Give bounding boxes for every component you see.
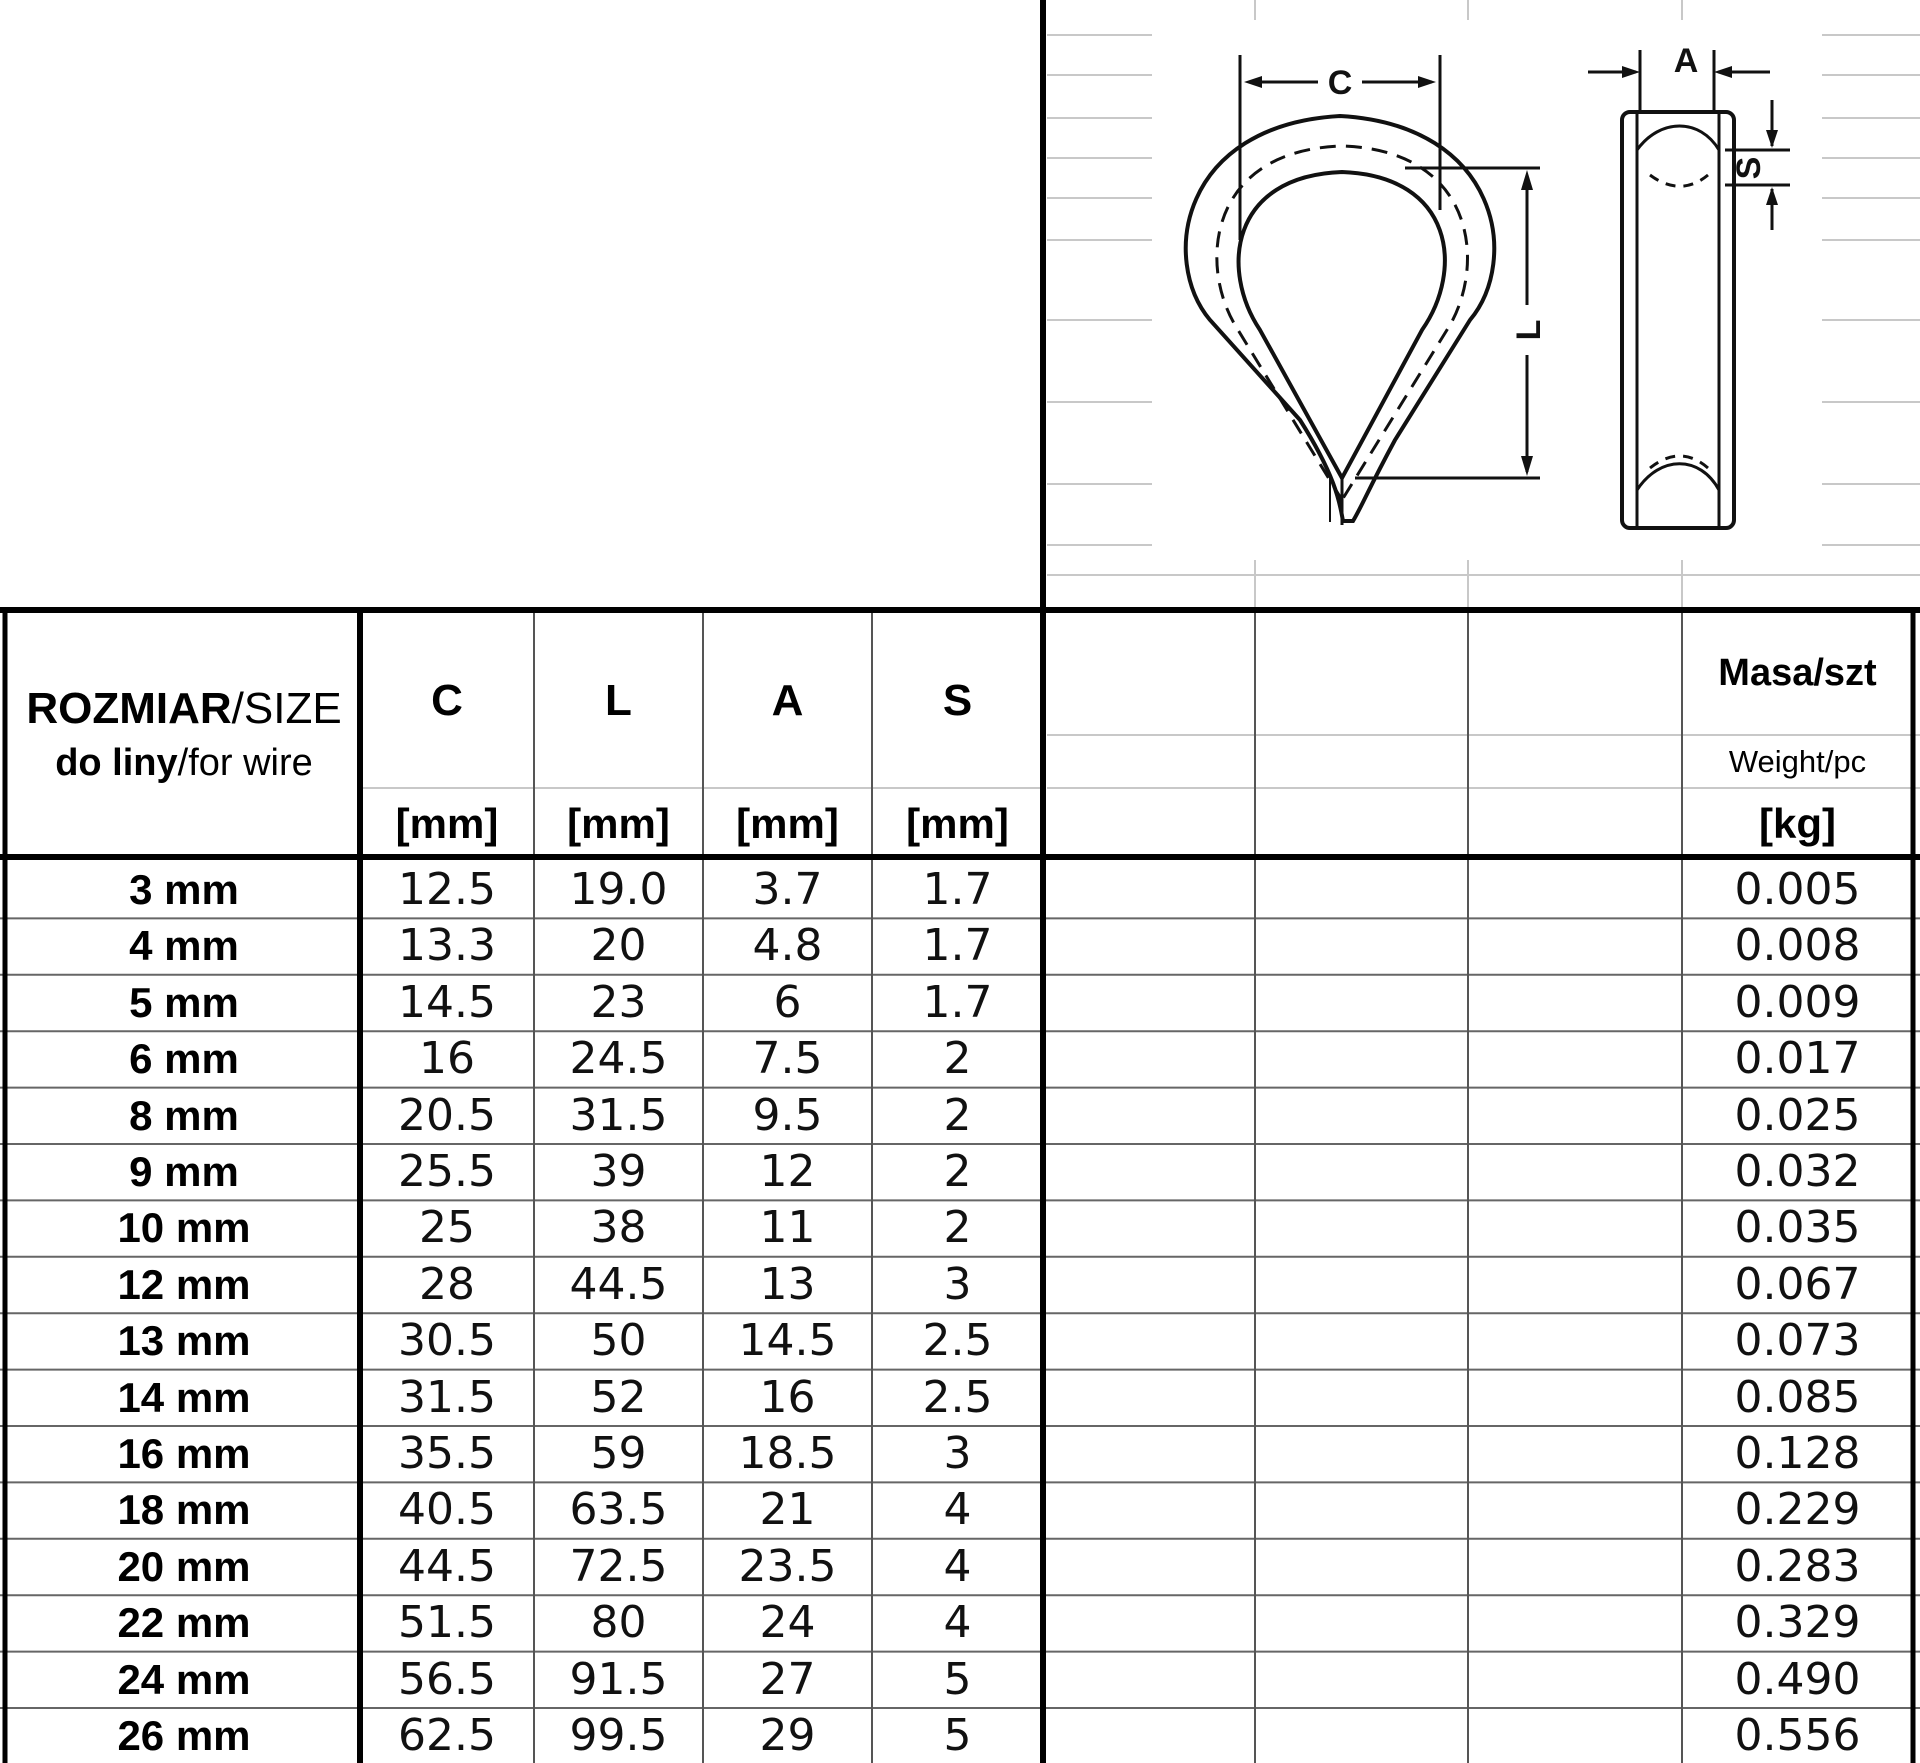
cell-size: 10 mm	[117, 1204, 251, 1252]
cell-c: 13.3	[398, 920, 496, 972]
cell-a: 24	[759, 1597, 816, 1649]
cell-a: 16	[759, 1371, 816, 1423]
cell-s: 2	[943, 1033, 972, 1085]
cell-l: 31.5	[569, 1089, 668, 1141]
cell-s: 2.5	[922, 1371, 993, 1423]
cell-l: 59	[590, 1428, 647, 1479]
cell-mass: 0.005	[1734, 864, 1861, 915]
dim-label-c: C	[1327, 64, 1353, 102]
wire-label-rest: /for wire	[177, 742, 313, 784]
cell-a: 27	[759, 1653, 816, 1705]
cell-size: 5 mm	[129, 978, 239, 1026]
cell-l: 20	[590, 920, 647, 972]
cell-l: 99.5	[569, 1710, 668, 1761]
cell-a: 11	[759, 1202, 816, 1254]
wire-label-bold: do liny	[55, 742, 178, 784]
cell-a: 21	[759, 1484, 816, 1536]
cell-mass: 0.017	[1734, 1033, 1861, 1085]
cell-mass: 0.073	[1734, 1315, 1861, 1367]
cell-a: 3.7	[752, 864, 823, 915]
cell-l: 19.0	[569, 864, 668, 915]
thimble-inner-outline	[1239, 172, 1445, 478]
cell-size: 18 mm	[117, 1486, 251, 1534]
cell-s: 4	[943, 1597, 972, 1649]
cell-mass: 0.067	[1734, 1258, 1861, 1310]
cell-size: 6 mm	[129, 1035, 239, 1083]
cell-size: 20 mm	[117, 1542, 251, 1590]
column-unit-l: [mm]	[567, 800, 670, 847]
cell-l: 63.5	[569, 1484, 668, 1536]
cell-s: 5	[943, 1653, 972, 1705]
dim-label-s: S	[1730, 156, 1768, 180]
cell-mass: 0.035	[1734, 1202, 1861, 1254]
cell-l: 23	[590, 976, 647, 1028]
cell-l: 80	[590, 1597, 647, 1649]
cell-a: 13	[759, 1258, 816, 1310]
column-unit-c: [mm]	[395, 800, 499, 847]
cell-l: 91.5	[569, 1653, 668, 1705]
cell-mass: 0.032	[1734, 1146, 1861, 1197]
cell-size: 24 mm	[117, 1655, 251, 1703]
cell-mass: 0.085	[1734, 1371, 1861, 1423]
cell-a: 4.8	[752, 920, 823, 972]
cell-s: 1.7	[922, 920, 993, 972]
cell-mass: 0.556	[1734, 1710, 1861, 1761]
cell-c: 51.5	[398, 1597, 496, 1649]
cell-l: 52	[590, 1371, 647, 1423]
column-header-c: C	[431, 676, 463, 725]
cell-c: 40.5	[398, 1484, 496, 1536]
cell-size: 22 mm	[117, 1599, 251, 1647]
cell-c: 44.5	[398, 1540, 496, 1592]
size-header	[8, 684, 360, 734]
cell-c: 28	[419, 1258, 475, 1310]
cell-mass: 0.128	[1734, 1428, 1861, 1479]
cell-c: 14.5	[398, 976, 496, 1028]
mass-header: Masa/szt	[1718, 652, 1877, 694]
cell-c: 56.5	[398, 1653, 496, 1705]
cell-s: 2	[943, 1089, 972, 1141]
cell-s: 1.7	[922, 976, 993, 1028]
thimble-diagram	[1186, 50, 1790, 528]
cell-size: 9 mm	[129, 1148, 239, 1195]
column-header-s: S	[942, 676, 973, 725]
column-header-l: L	[605, 676, 632, 725]
wire-header	[8, 742, 360, 785]
size-label-bold: ROZMIAR	[26, 684, 232, 733]
cell-mass: 0.283	[1734, 1540, 1861, 1592]
cell-s: 5	[943, 1710, 972, 1761]
weight-header: Weight/pc	[1728, 744, 1867, 779]
thimble-side-view	[1622, 112, 1734, 528]
cell-size: 13 mm	[117, 1317, 251, 1365]
cell-s: 4	[943, 1540, 972, 1592]
cell-l: 50	[590, 1315, 647, 1367]
cell-s: 3	[943, 1258, 972, 1310]
cell-mass: 0.329	[1734, 1597, 1861, 1649]
column-header-a: A	[771, 676, 804, 725]
cell-c: 25	[419, 1202, 475, 1254]
column-unit-s: [mm]	[906, 800, 1009, 847]
cell-mass: 0.490	[1734, 1653, 1861, 1705]
cell-l: 44.5	[569, 1258, 668, 1310]
cell-a: 6	[773, 976, 802, 1028]
cell-a: 14.5	[738, 1315, 837, 1367]
size-label-slash: /SIZE	[231, 684, 342, 733]
cell-mass: 0.008	[1734, 920, 1861, 972]
cell-a: 29	[759, 1710, 816, 1761]
cell-c: 62.5	[398, 1710, 496, 1761]
cell-mass: 0.009	[1734, 976, 1861, 1028]
cell-a: 9.5	[752, 1089, 823, 1141]
cell-l: 24.5	[569, 1033, 668, 1085]
diagram-labels	[1328, 42, 1768, 340]
cell-c: 25.5	[398, 1146, 496, 1197]
cell-mass: 0.025	[1734, 1089, 1861, 1141]
cell-a: 7.5	[752, 1033, 823, 1085]
mass-unit: [kg]	[1759, 800, 1836, 847]
cell-a: 12	[759, 1146, 816, 1197]
cell-c: 35.5	[398, 1428, 496, 1479]
cell-c: 31.5	[398, 1371, 496, 1423]
cell-c: 16	[419, 1033, 475, 1085]
cell-size: 3 mm	[129, 866, 239, 913]
cell-size: 14 mm	[117, 1373, 251, 1421]
cell-c: 20.5	[398, 1089, 496, 1141]
cell-s: 4	[943, 1484, 972, 1536]
cell-s: 2	[943, 1146, 972, 1197]
cell-a: 18.5	[738, 1428, 837, 1479]
cell-s: 2	[943, 1202, 972, 1254]
cell-l: 39	[590, 1146, 647, 1197]
cell-s: 2.5	[922, 1315, 993, 1367]
cell-size: 8 mm	[129, 1091, 239, 1139]
cell-l: 72.5	[569, 1540, 668, 1592]
cell-c: 30.5	[398, 1315, 496, 1367]
cell-size: 12 mm	[117, 1260, 251, 1308]
cell-size: 16 mm	[117, 1430, 251, 1477]
column-unit-a: [mm]	[736, 800, 839, 847]
cell-s: 1.7	[922, 864, 993, 915]
cell-c: 12.5	[398, 864, 496, 915]
dim-label-l: L	[1510, 319, 1548, 341]
cell-size: 26 mm	[117, 1712, 251, 1759]
cell-size: 4 mm	[129, 922, 239, 970]
cell-s: 3	[943, 1428, 972, 1479]
cell-mass: 0.229	[1734, 1484, 1861, 1536]
cell-a: 23.5	[738, 1540, 837, 1592]
dim-label-a: A	[1673, 42, 1699, 80]
cell-l: 38	[590, 1202, 647, 1254]
